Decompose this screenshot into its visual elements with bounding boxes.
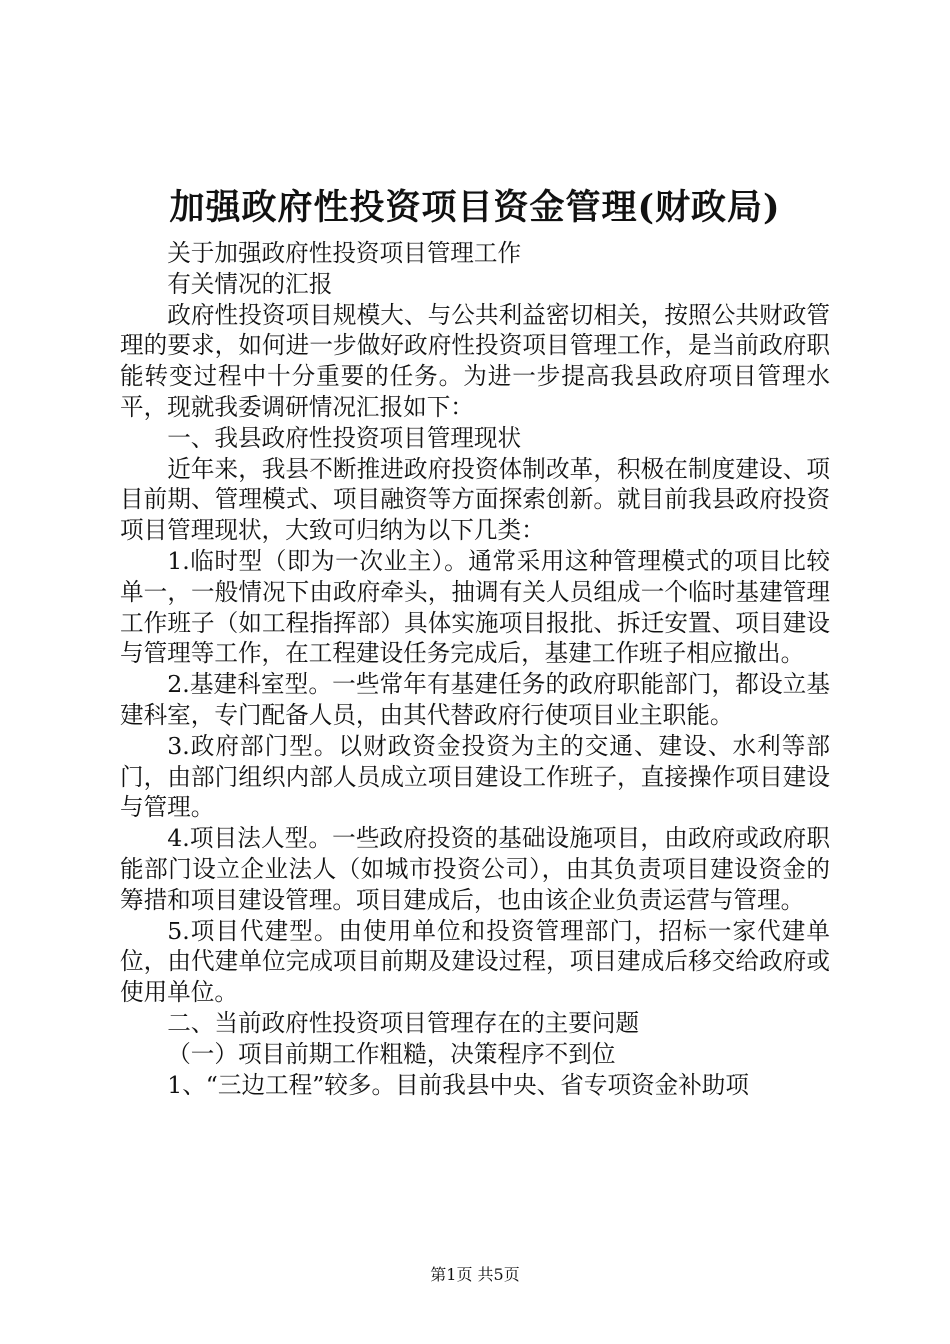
page-number: 第1页 共5页 [430,1265,520,1284]
section-heading-1: 一、我县政府性投资项目管理现状 [167,423,522,452]
paragraph-intro: 政府性投资项目规模大、与公共利益密切相关，按照公共财政管理的要求，如何进一步做好政府性投资项目管理工作，是当前政府职能转变过程中十分重要的任务。为进一步提高我县政府项目管理水平，现就我委调研情况汇报如下： [120,300,830,421]
paragraph-overview: 近年来，我县不断推进政府投资体制改革，积极在制度建设、项目前期、管理模式、项目融资等方面探索创新。就目前我县政府投资项目管理现状，大致可归纳为以下几类： [120,454,830,545]
list-item-1: 1.临时型（即为一次业主）。通常采用这种管理模式的项目比较单一，一般情况下由政府牵头，抽调有关人员组成一个临时基建管理工作班子（如工程指挥部）具体实施项目报批、拆迁安置、项目建设与管理等工作，在工程建设任务完成后，基建工作班子相应撤出。 [120,546,830,668]
document-title: 加强政府性投资项目资金管理(财政局) [169,187,781,228]
document-body [120,238,830,1100]
list-item-3: 3.政府部门型。以财政资金投资为主的交通、建设、水利等部门，由部门组织内部人员成立项目建设工作班子，直接操作项目建设与管理。 [120,731,830,822]
list-item-2: 2.基建科室型。一些常年有基建任务的政府职能部门，都设立基建科室，专门配备人员，由其代替政府行使项目业主职能。 [120,670,830,729]
section-heading-2: 二、当前政府性投资项目管理存在的主要问题 [167,1008,640,1037]
list-item-4: 4.项目法人型。一些政府投资的基础设施项目，由政府或政府职能部门设立企业法人（如城市投资公司），由其负责项目建设资金的筹措和项目建设管理。项目建成后，也由该企业负责运营与管理。 [120,824,830,914]
paragraph-issue-1: 1、“三边工程”较多。目前我县中央、省专项资金补助项 [167,1070,749,1099]
subsection-heading-1: （一）项目前期工作粗糙，决策程序不到位 [167,1039,616,1068]
paragraph-subtitle-1: 关于加强政府性投资项目管理工作 [167,239,522,267]
paragraph-subtitle-2: 有关情况的汇报 [167,269,333,298]
list-item-5: 5.项目代建型。由使用单位和投资管理部门，招标一家代建单位，由代建单位完成项目前期及建设过程，项目建成后移交给政府或使用单位。 [120,916,830,1007]
